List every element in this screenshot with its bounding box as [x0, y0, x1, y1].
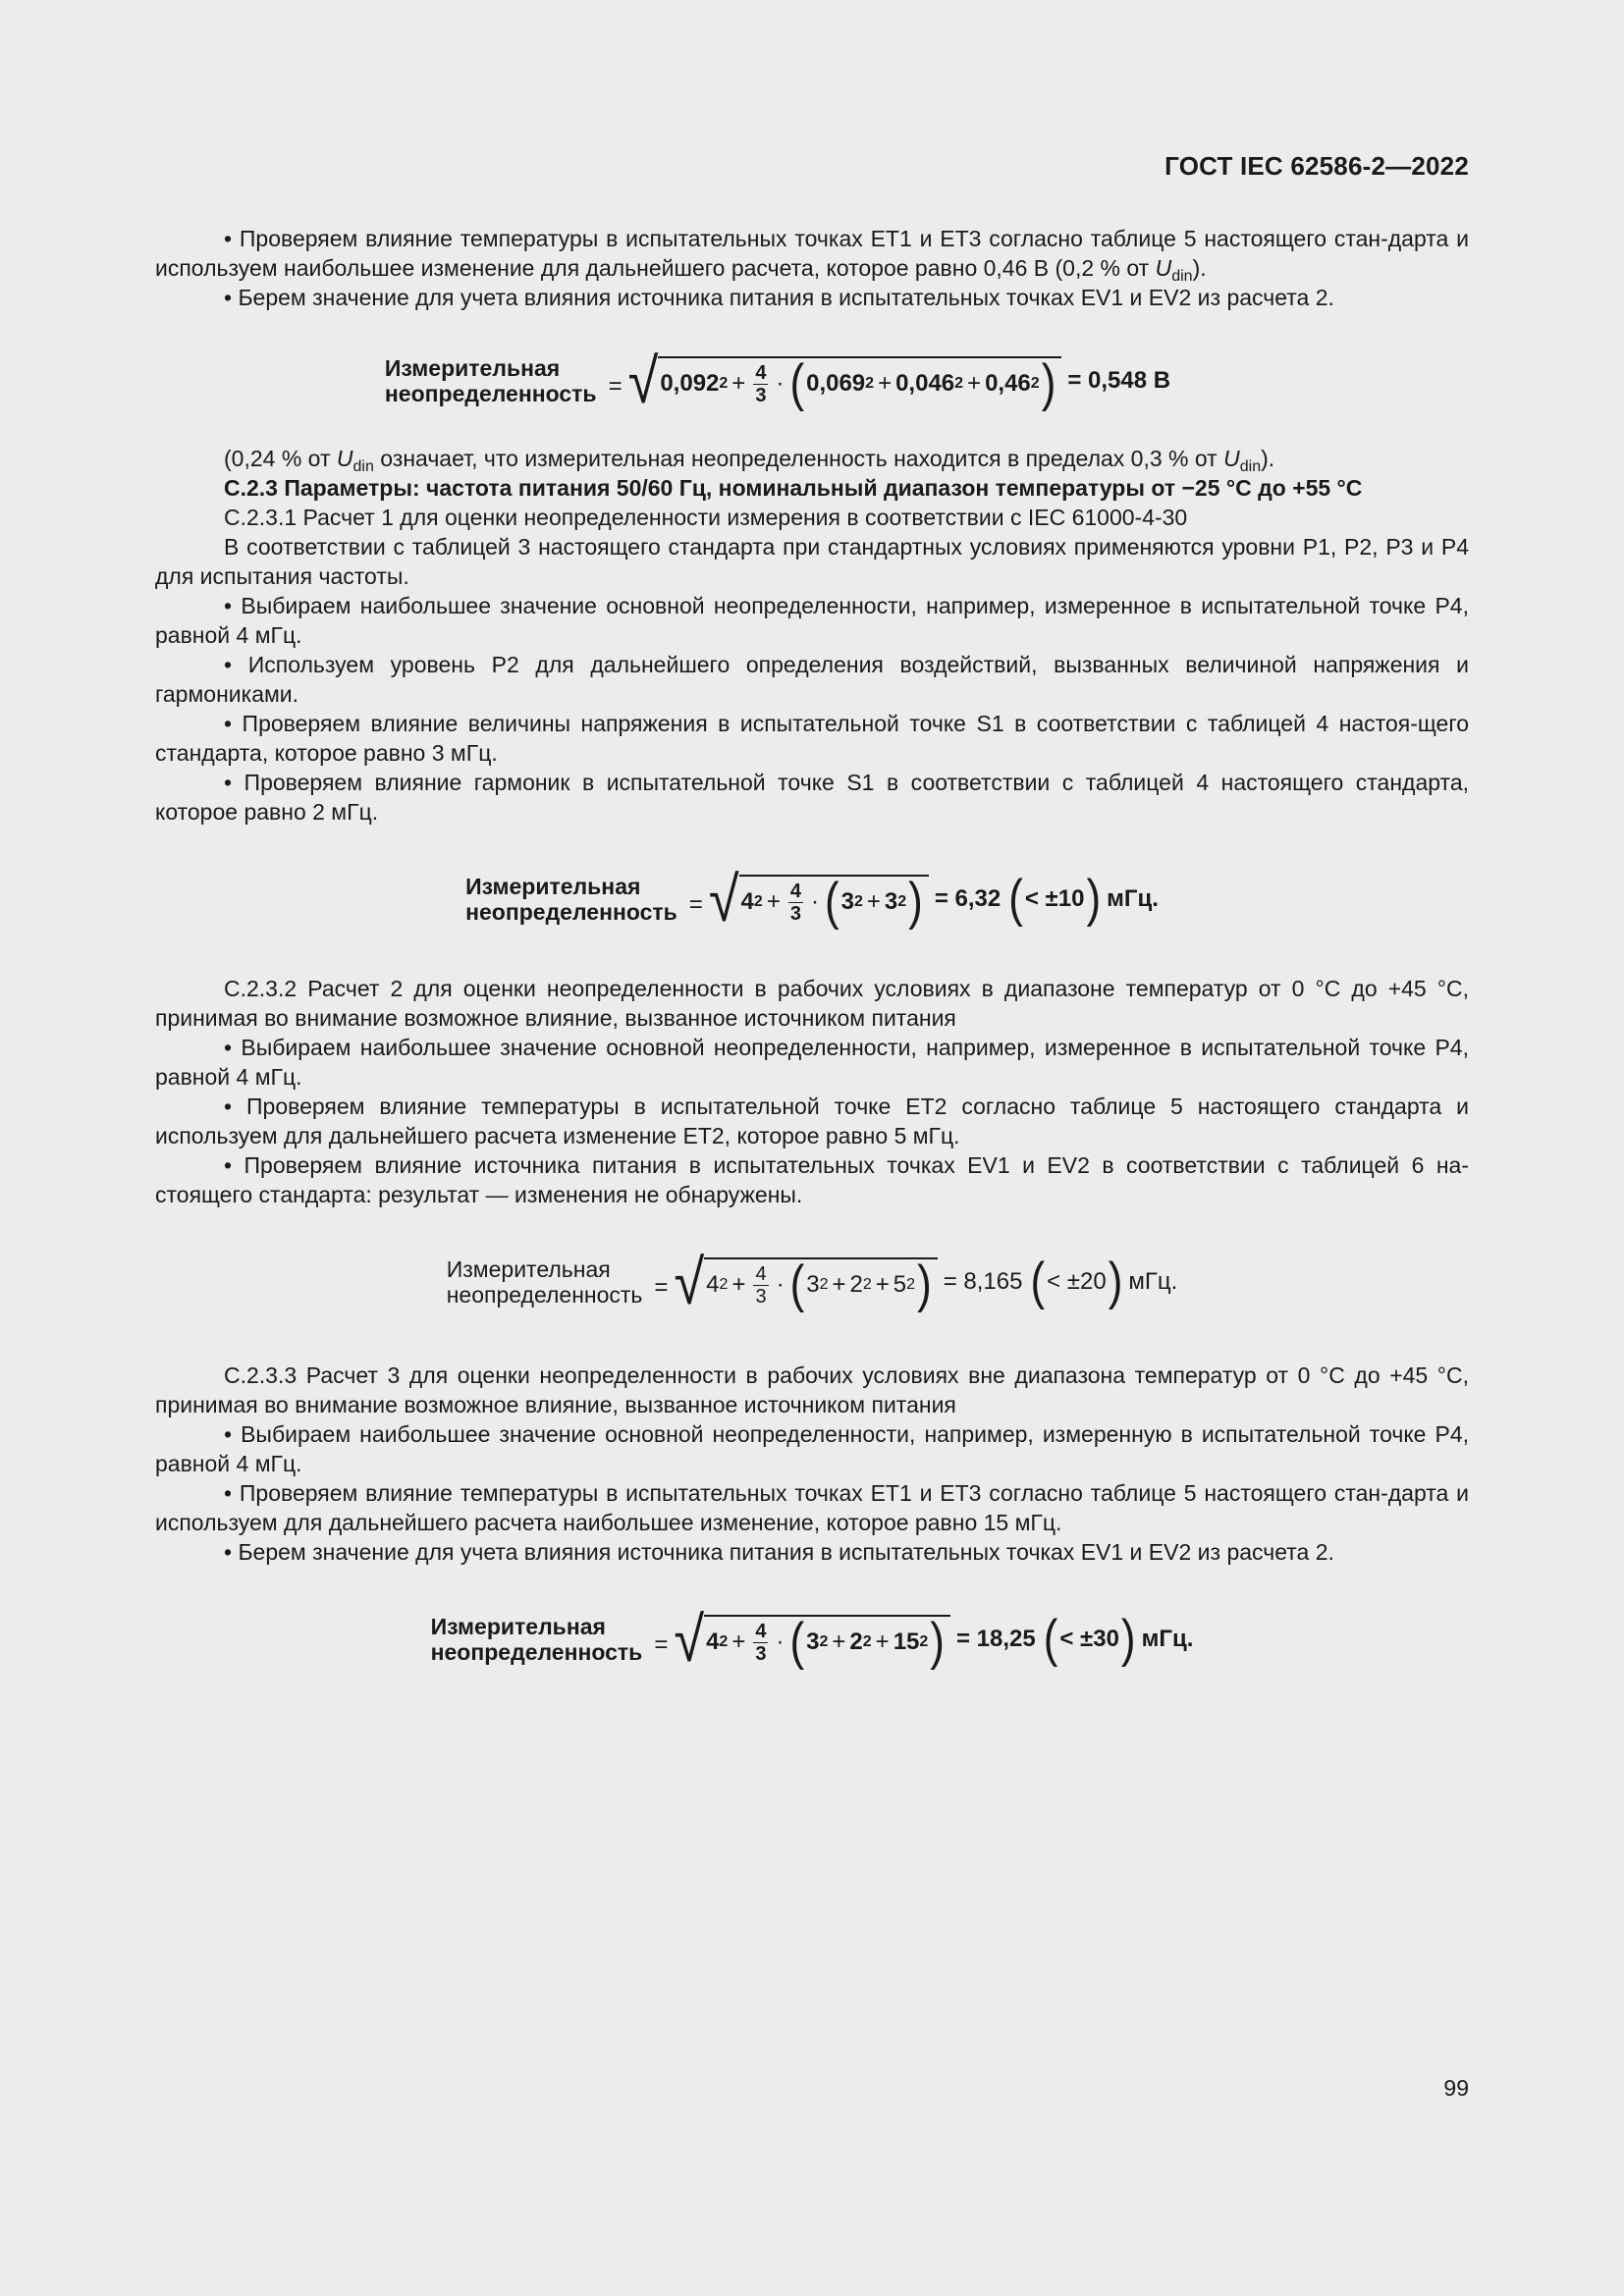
radicand: 4 2 + $\frac{4}{3}$ · ( 3 2 + 2 2 + 15 2 ) [704, 1615, 950, 1665]
formula-frequency-uncertainty-1: Измерительная неопределенность = √ 4 2 + $\frac{4}{3}$ · ( 3 2 + 3 2 ) = 6,32 ( < ±10 ) мГц. [465, 863, 1159, 934]
bullet-item: • Проверяем влияние температуры в испытательных точках ET1 и ET3 согласно таблице 5 настоящего стан-дарта и используем для дальнейшего расчета наибольшее изменение, которое равно 15 мГц. [155, 1480, 1469, 1535]
bullet-item: • Выбираем наибольшее значение основной неопределенности, например, измеренное в испытательной точке P4, равной 4 мГц. [155, 1035, 1469, 1090]
document-code: ГОСТ IEC 62586-2—2022 [1164, 151, 1469, 181]
sqrt-sign: √ [674, 1603, 705, 1675]
page-number: 99 [1443, 2075, 1469, 2101]
paragraph-power-source: • Берем значение для учета влияния источника питания в испытательных точках EV1 и EV2 из расчета 2. [224, 285, 1334, 310]
formula-result: = 6,32 ( < ±10 ) мГц. [934, 870, 1159, 928]
sqrt-sign: √ [674, 1246, 705, 1317]
radicand: 4 2 + $\frac{4}{3}$ · ( 3 2 + 3 2 ) [739, 875, 929, 925]
paragraph-table3: В соответствии с таблицей 3 настоящего стандарта при стандартных условиях применяются уровни P1, P2, P3 и P4 для испытания частоты. [155, 534, 1469, 589]
bullet-item: • Используем уровень P2 для дальнейшего определения воздействий, вызванных величиной напряжения и гармониками. [155, 652, 1469, 707]
bullet-item: • Проверяем влияние величины напряжения в испытательной точке S1 в соответствии с таблицей 4 настоя-щего стандарта, которое равно 3 мГц. [155, 711, 1469, 766]
formula-voltage-uncertainty: Измерительная неопределенность = √ 0,092 2 + $\frac{4}{3}$ · ( 0,069 2 + 0,046 2 + 0,46 2 ) = 0,548 В [384, 345, 1171, 416]
radicand: 4 2 + $\frac{4}{3}$ · ( 3 2 + 2 2 + 5 2 ) [704, 1257, 938, 1308]
subsection-title-c231: С.2.3.1 Расчет 1 для оценки неопределенности измерения в соответствии с IEC 61000-4-30 [224, 505, 1188, 530]
formula-label: Измерительная неопределенность [446, 1256, 643, 1308]
body-text [155, 224, 1469, 1702]
bullet-item: • Выбираем наибольшее значение основной неопределенности, например, измеренную в испытательной точке P4, равной 4 мГц. [155, 1421, 1469, 1476]
paragraph-temperature-et1-et3: • Проверяем влияние температуры в испытательных точках ET1 и ET3 согласно таблице 5 настоящего стан-дарта и используем наибольшее изменение для дальнейшего расчета, которое равно 0,46 В (0,2 % от $U_{din}$). [155, 226, 1469, 285]
formula-label: Измерительная неопределенность [430, 1614, 643, 1665]
formula-expression [627, 345, 1171, 416]
formula-frequency-uncertainty-3: Измерительная неопределенность = √ 4 2 + $\frac{4}{3}$ · ( 3 2 + 2 2 + 15 2 ) = 18,25 ( < ±30 ) мГц. [430, 1603, 1194, 1675]
sqrt-sign: √ [627, 345, 659, 416]
bullet-item: • Проверяем влияние температуры в испытательной точке ET2 согласно таблице 5 настоящего стандарта и используем для дальнейшего расчета изменение ET2, которое равно 5 мГц. [155, 1094, 1469, 1148]
fraction: $\frac{4}{3}$ [755, 1620, 767, 1665]
formula-expression [674, 1246, 1178, 1317]
formula-result: = 8,165 ( < ±20 ) мГц. [943, 1253, 1178, 1310]
formula-expression [674, 1603, 1194, 1675]
bullet-item: • Берем значение для учета влияния источника питания в испытательных точках EV1 и EV2 из расчета 2. [224, 1539, 1334, 1565]
bullet-item: • Выбираем наибольшее значение основной неопределенности, например, измеренное в испытательной точке P4, равной 4 мГц. [155, 593, 1469, 648]
radicand: 0,092 2 + $\frac{4}{3}$ · ( 0,069 2 + 0,046 2 + 0,46 2 ) [658, 356, 1061, 406]
formula-result: = 0,548 В [1067, 367, 1171, 394]
fraction: $\frac{4}{3}$ [789, 880, 801, 925]
paragraph-percent-note: (0,24 % от $U_{din}$ означает, что измерительная неопределенность находится в пределах 0,3 % от $U_{din}$). [224, 446, 1275, 475]
bullet-item: • Проверяем влияние источника питания в испытательных точках EV1 и EV2 в соответствии с таблицей 6 на-стоящего стандарта: результат — изменения не обнаружены. [155, 1152, 1469, 1207]
formula-frequency-uncertainty-2: Измерительная неопределенность = √ 4 2 + $\frac{4}{3}$ · ( 3 2 + 2 2 + 5 2 ) = 8,165 ( < ±20 ) мГц. [446, 1246, 1178, 1317]
bullet-item: • Проверяем влияние гармоник в испытательной точке S1 в соответствии с таблицей 4 настоящего стандарта, которое равно 2 мГц. [155, 770, 1469, 825]
section-heading: С.2.3 Параметры: частота питания 50/60 Гц, номинальный диапазон температуры от −25 °С до +55 °С [224, 475, 1363, 501]
formula-label: Измерительная неопределенность [384, 355, 597, 406]
subsection-title-c232: С.2.3.2 Расчет 2 для оценки неопределенности в рабочих условиях в диапазоне температур от 0 °С до +45 °С, принимая во внимание возможное влияние, вызванное источником питания [155, 976, 1469, 1031]
subsection-title-c233: С.2.3.3 Расчет 3 для оценки неопределенности в рабочих условиях вне диапазона температур от 0 °С до +45 °С, принимая во внимание возможное влияние, вызванное источником питания [155, 1362, 1469, 1417]
fraction: $\frac{4}{3}$ [755, 1262, 767, 1308]
sqrt-sign: √ [708, 863, 739, 934]
formula-label: Измерительная неопределенность [465, 874, 677, 925]
formula-expression [708, 863, 1159, 934]
formula-result: = 18,25 ( < ±30 ) мГц. [955, 1610, 1194, 1668]
fraction: $\frac{4}{3}$ [755, 361, 767, 406]
